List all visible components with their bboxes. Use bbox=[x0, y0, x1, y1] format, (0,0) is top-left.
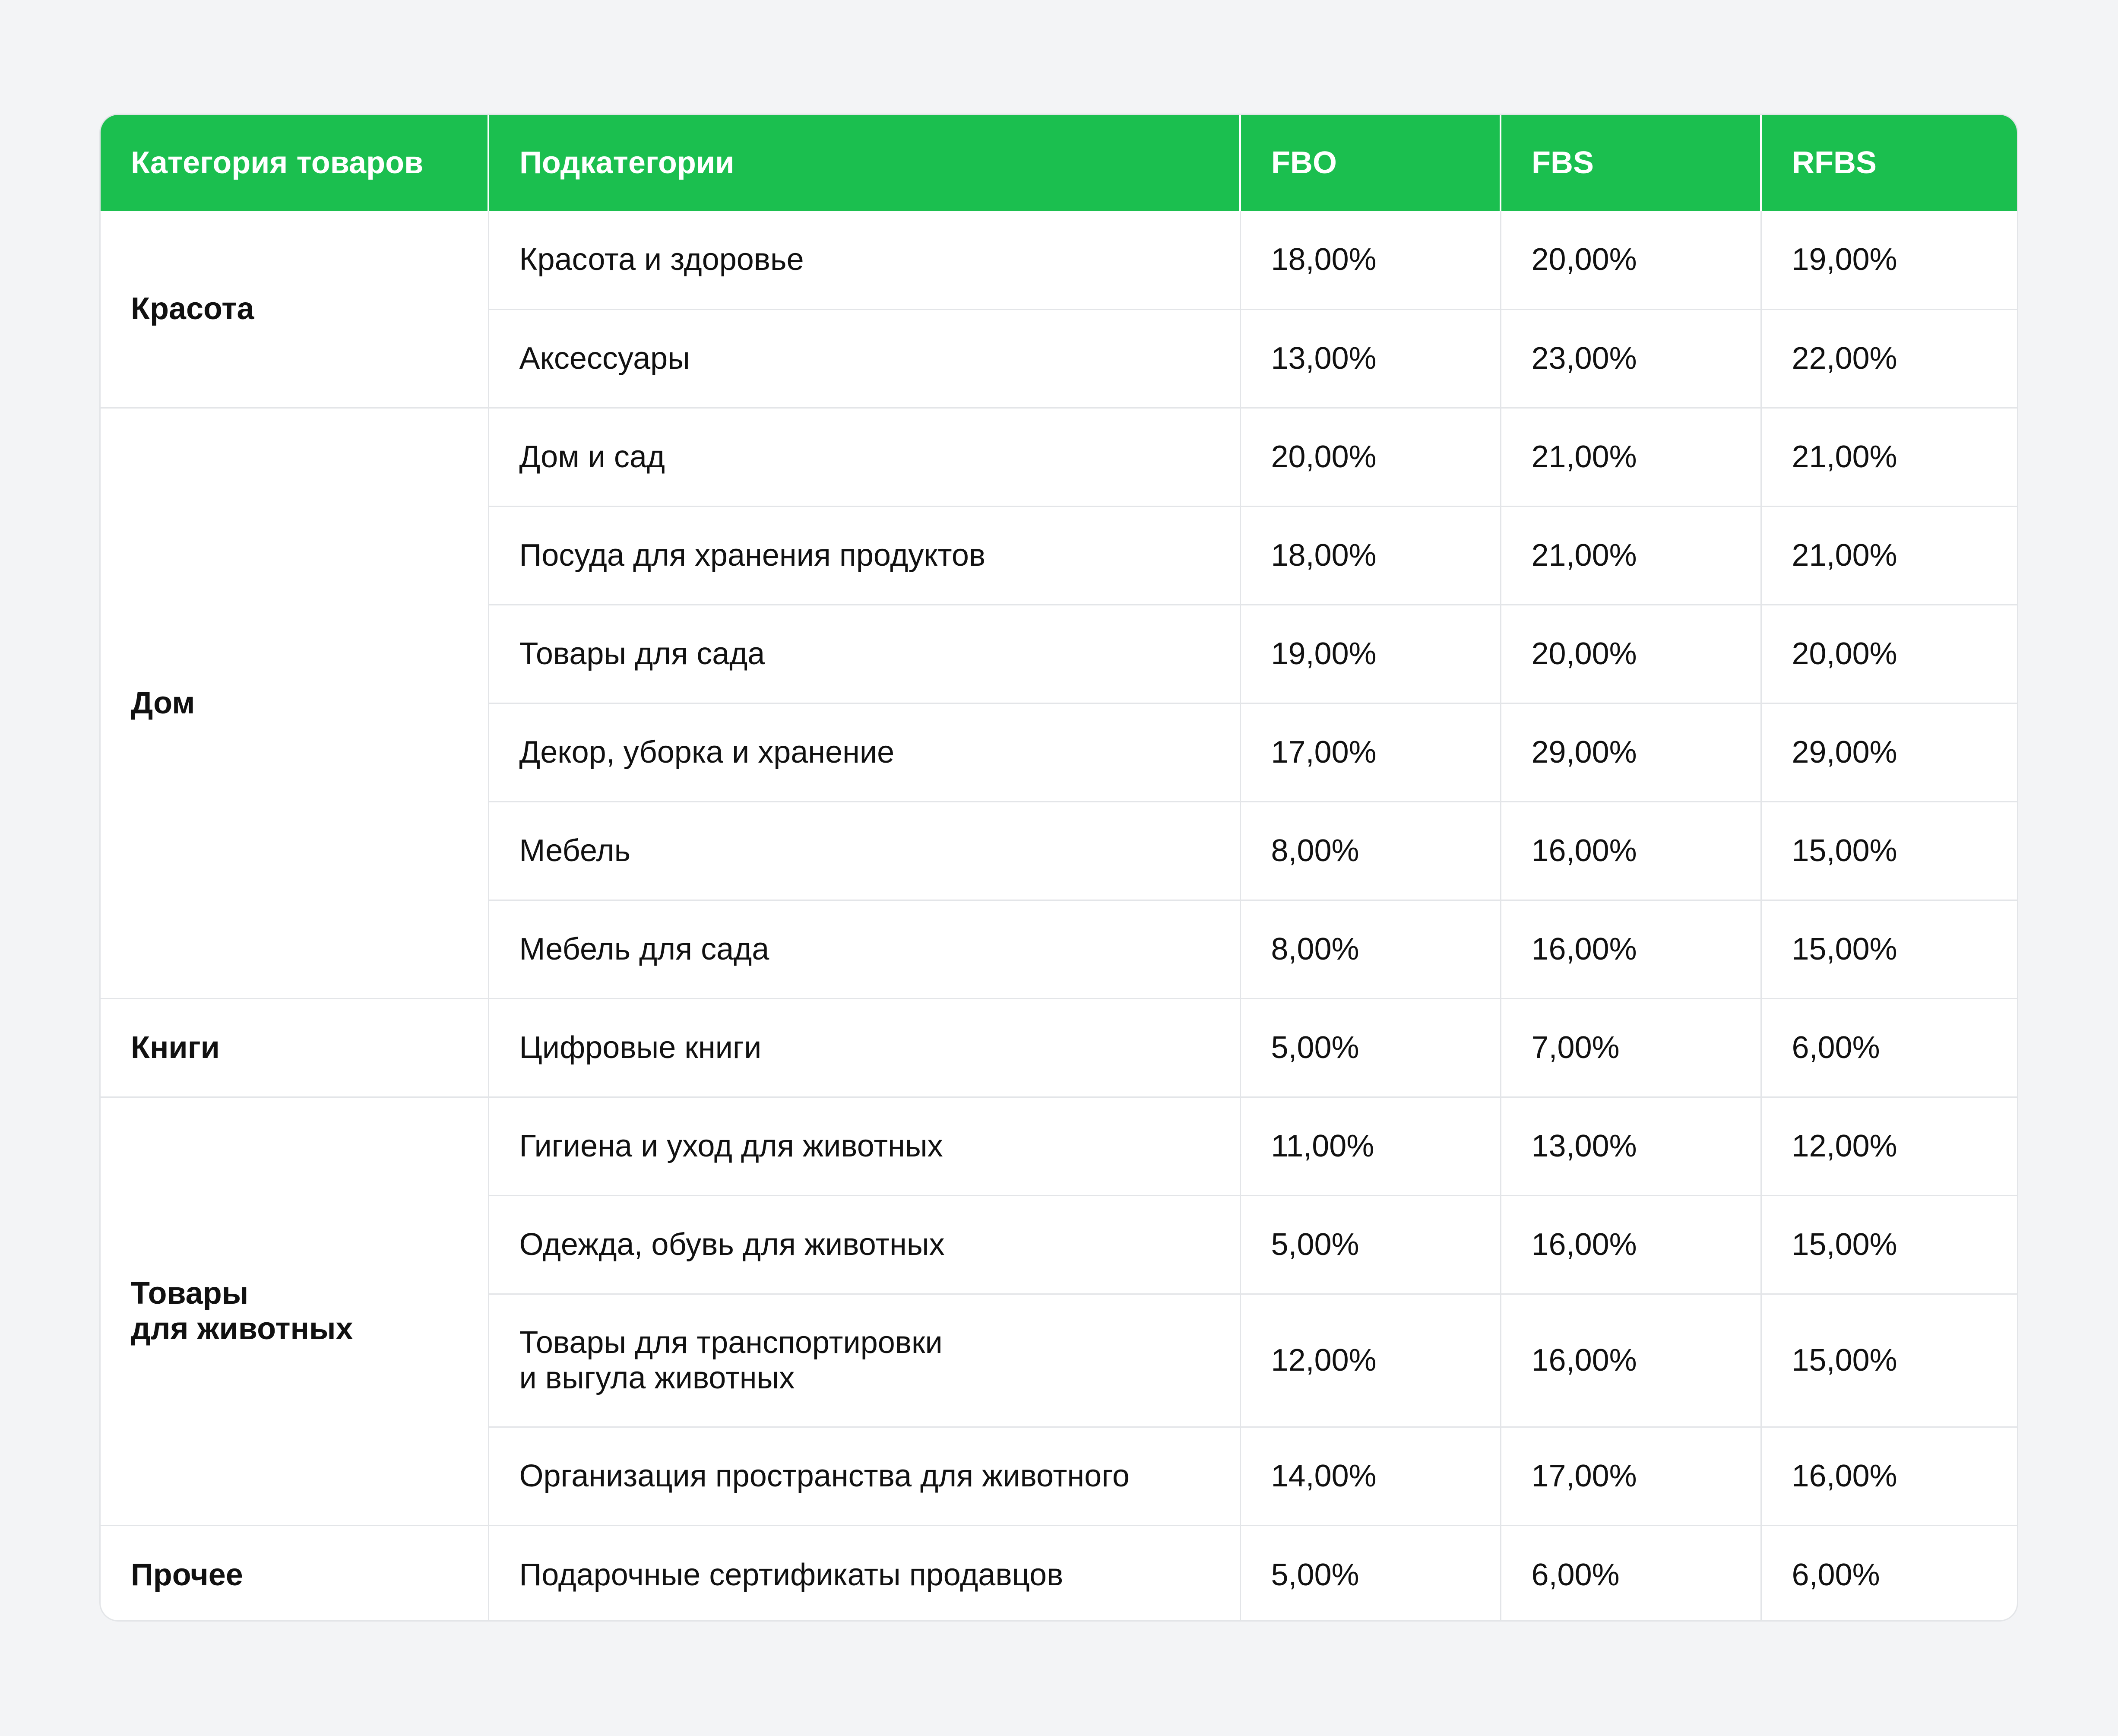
subcategory-cell: Организация пространства для животного bbox=[488, 1427, 1240, 1525]
fbs-cell: 16,00% bbox=[1501, 1294, 1761, 1427]
rfbs-cell: 21,00% bbox=[1761, 506, 2018, 605]
table-row bbox=[101, 998, 2018, 1097]
subcategory-cell: Цифровые книги bbox=[488, 998, 1240, 1097]
header-category: Категория товаров bbox=[101, 115, 488, 211]
fbo-cell: 19,00% bbox=[1240, 605, 1501, 703]
fbs-cell: 16,00% bbox=[1501, 1195, 1761, 1294]
fbo-cell: 14,00% bbox=[1240, 1427, 1501, 1525]
subcategory-cell: Подарочные сертификаты продавцов bbox=[488, 1525, 1240, 1622]
subcategory-cell: Красота и здоровье bbox=[488, 211, 1240, 309]
rfbs-cell: 21,00% bbox=[1761, 408, 2018, 506]
commission-table bbox=[101, 115, 2018, 1622]
table-row bbox=[101, 1525, 2018, 1622]
fbo-cell: 5,00% bbox=[1240, 998, 1501, 1097]
rfbs-cell: 12,00% bbox=[1761, 1097, 2018, 1195]
commission-table-card bbox=[99, 114, 2018, 1622]
fbs-cell: 16,00% bbox=[1501, 900, 1761, 998]
table-header-row bbox=[101, 115, 2018, 211]
category-cell: Книги bbox=[101, 998, 488, 1097]
table-row bbox=[101, 1097, 2018, 1195]
subcategory-cell: Мебель для сада bbox=[488, 900, 1240, 998]
rfbs-cell: 19,00% bbox=[1761, 211, 2018, 309]
rfbs-cell: 15,00% bbox=[1761, 801, 2018, 900]
rfbs-cell: 16,00% bbox=[1761, 1427, 2018, 1525]
fbs-cell: 21,00% bbox=[1501, 506, 1761, 605]
rfbs-cell: 6,00% bbox=[1761, 998, 2018, 1097]
fbo-cell: 8,00% bbox=[1240, 900, 1501, 998]
header-subcategory: Подкатегории bbox=[488, 115, 1240, 211]
subcategory-cell: Декор, уборка и хранение bbox=[488, 703, 1240, 801]
rfbs-cell: 20,00% bbox=[1761, 605, 2018, 703]
fbs-cell: 29,00% bbox=[1501, 703, 1761, 801]
fbs-cell: 6,00% bbox=[1501, 1525, 1761, 1622]
fbo-cell: 18,00% bbox=[1240, 506, 1501, 605]
category-cell: Красота bbox=[131, 291, 254, 326]
rfbs-cell: 15,00% bbox=[1761, 1294, 2018, 1427]
table-row bbox=[101, 211, 2018, 309]
category-cell: Дом bbox=[101, 408, 488, 998]
table-row bbox=[101, 408, 2018, 506]
fbo-cell: 8,00% bbox=[1240, 801, 1501, 900]
subcategory-cell: Гигиена и уход для животных bbox=[488, 1097, 1240, 1195]
fbs-cell: 16,00% bbox=[1501, 801, 1761, 900]
fbs-cell: 7,00% bbox=[1501, 998, 1761, 1097]
fbs-cell: 23,00% bbox=[1501, 309, 1761, 408]
header-rfbs: RFBS bbox=[1761, 115, 2018, 211]
subcategory-cell: Аксессуары bbox=[488, 309, 1240, 408]
rfbs-cell: 15,00% bbox=[1761, 1195, 2018, 1294]
rfbs-cell: 29,00% bbox=[1761, 703, 2018, 801]
category-cell: Товары для животных bbox=[101, 1097, 488, 1525]
fbs-cell: 20,00% bbox=[1501, 211, 1761, 309]
fbs-cell: 13,00% bbox=[1501, 1097, 1761, 1195]
fbo-cell: 17,00% bbox=[1240, 703, 1501, 801]
subcategory-cell: Одежда, обувь для животных bbox=[488, 1195, 1240, 1294]
fbs-cell: 20,00% bbox=[1501, 605, 1761, 703]
subcategory-cell: Посуда для хранения продуктов bbox=[488, 506, 1240, 605]
table-body bbox=[101, 211, 2018, 1622]
rfbs-cell: 15,00% bbox=[1761, 900, 2018, 998]
subcategory-cell: Мебель bbox=[488, 801, 1240, 900]
fbs-cell: 17,00% bbox=[1501, 1427, 1761, 1525]
fbo-cell: 13,00% bbox=[1240, 309, 1501, 408]
fbo-cell: 5,00% bbox=[1240, 1195, 1501, 1294]
fbo-cell: 5,00% bbox=[1240, 1525, 1501, 1622]
fbo-cell: 20,00% bbox=[1240, 408, 1501, 506]
rfbs-cell: 22,00% bbox=[1761, 309, 2018, 408]
category-cell: Прочее bbox=[101, 1525, 488, 1622]
fbs-cell: 21,00% bbox=[1501, 408, 1761, 506]
fbo-cell: 12,00% bbox=[1240, 1294, 1501, 1427]
header-fbo: FBO bbox=[1240, 115, 1501, 211]
subcategory-cell: Товары для транспортировки и выгула животных bbox=[488, 1294, 1240, 1427]
fbo-cell: 11,00% bbox=[1240, 1097, 1501, 1195]
subcategory-cell: Товары для сада bbox=[488, 605, 1240, 703]
rfbs-cell: 6,00% bbox=[1761, 1525, 2018, 1622]
subcategory-cell: Дом и сад bbox=[488, 408, 1240, 506]
fbo-cell: 18,00% bbox=[1240, 211, 1501, 309]
header-fbs: FBS bbox=[1501, 115, 1761, 211]
